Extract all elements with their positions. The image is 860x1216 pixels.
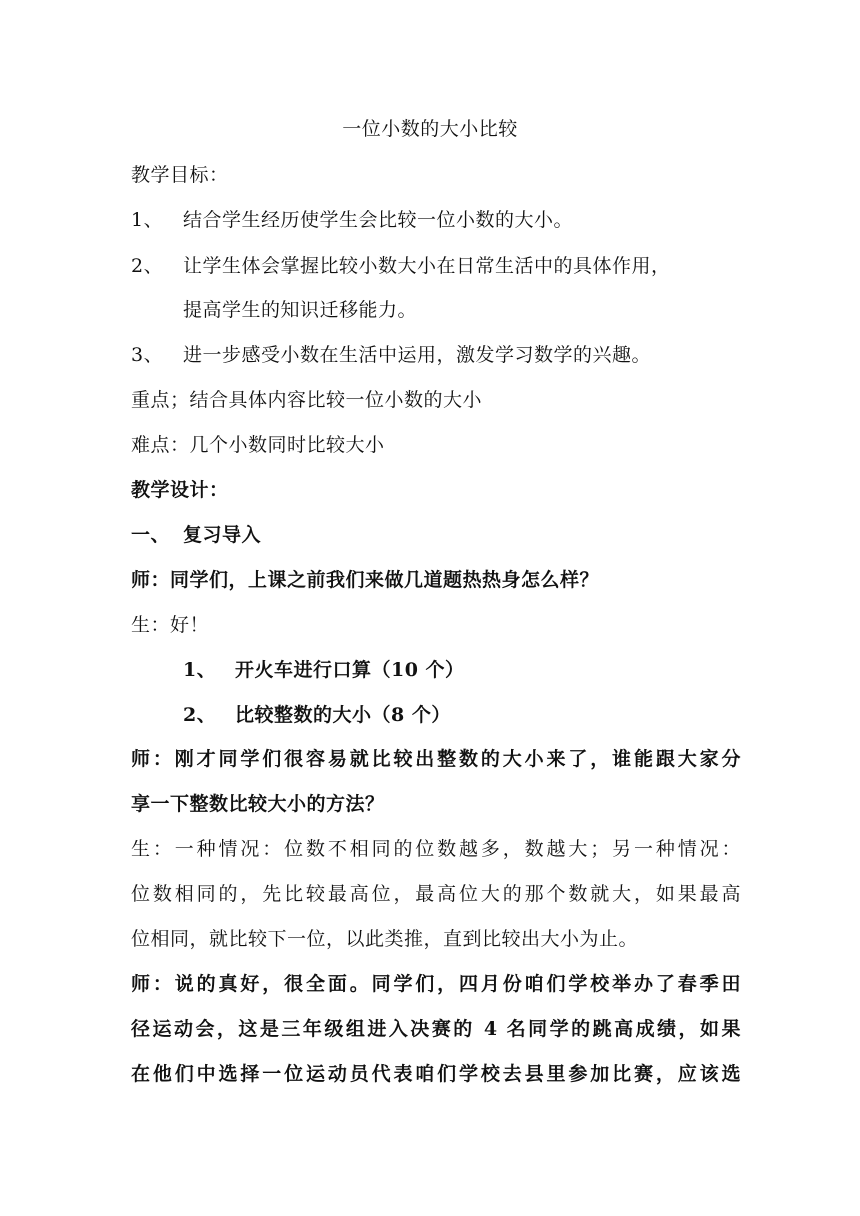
item-number: 1、 xyxy=(183,659,217,681)
objectives-heading: 教学目标： xyxy=(131,164,229,186)
student-line-2-cont-1: 位数相同的，先比较最高位，最高位大的那个数就大，如果最高 xyxy=(131,883,741,905)
objective-1 xyxy=(131,207,741,233)
document-title: 一位小数的大小比较 xyxy=(342,118,518,140)
teacher-line-1: 师：同学们，上课之前我们来做几道题热热身怎么样？ xyxy=(131,569,600,591)
item-text: 开火车进行口算（10 个） xyxy=(235,659,465,681)
teacher-line-3-cont-1: 径运动会，这是三年级组进入决赛的 4 名同学的跳高成绩，如果 xyxy=(131,1018,741,1040)
item-text: 比较整数的大小（8 个） xyxy=(235,704,451,726)
difficulty: 难点：几个小数同时比较大小 xyxy=(131,434,385,456)
student-line-2: 生：一种情况：位数不相同的位数越多，数越大；另一种情况： xyxy=(131,838,741,860)
student-line-2-cont-2: 位相同，就比较下一位，以此类推，直到比较出大小为止。 xyxy=(131,928,639,950)
section-text: 复习导入 xyxy=(183,524,262,546)
activity-item-2 xyxy=(183,702,793,728)
section-heading-1 xyxy=(131,522,741,548)
objective-text: 让学生体会掌握比较小数大小在日常生活中的具体作用， xyxy=(183,255,671,277)
section-number: 一、 xyxy=(131,524,171,546)
teacher-line-3: 师：说的真好，很全面。同学们，四月份咱们学校举办了春季田 xyxy=(131,973,741,995)
teacher-line-2-cont: 享一下整数比较大小的方法？ xyxy=(131,793,385,815)
teacher-line-3-cont-2: 在他们中选择一位运动员代表咱们学校去县里参加比赛，应该选 xyxy=(131,1063,741,1085)
objective-3 xyxy=(131,342,741,368)
objective-text: 结合学生经历使学生会比较一位小数的大小。 xyxy=(183,209,574,231)
item-number: 2、 xyxy=(183,704,217,726)
key-point: 重点；结合具体内容比较一位小数的大小 xyxy=(131,389,483,411)
student-line-1: 生：好！ xyxy=(131,614,210,636)
activity-item-1 xyxy=(183,657,793,683)
objective-2-continuation: 提高学生的知识迁移能力。 xyxy=(183,299,418,321)
objective-number: 1、 xyxy=(131,209,164,231)
objective-number: 2、 xyxy=(131,255,164,277)
objective-number: 3、 xyxy=(131,344,164,366)
design-heading: 教学设计： xyxy=(131,479,229,501)
objective-2 xyxy=(131,253,741,279)
teacher-line-2: 师：刚才同学们很容易就比较出整数的大小来了，谁能跟大家分 xyxy=(131,748,741,770)
objective-text: 进一步感受小数在生活中运用，激发学习数学的兴趣。 xyxy=(183,344,652,366)
